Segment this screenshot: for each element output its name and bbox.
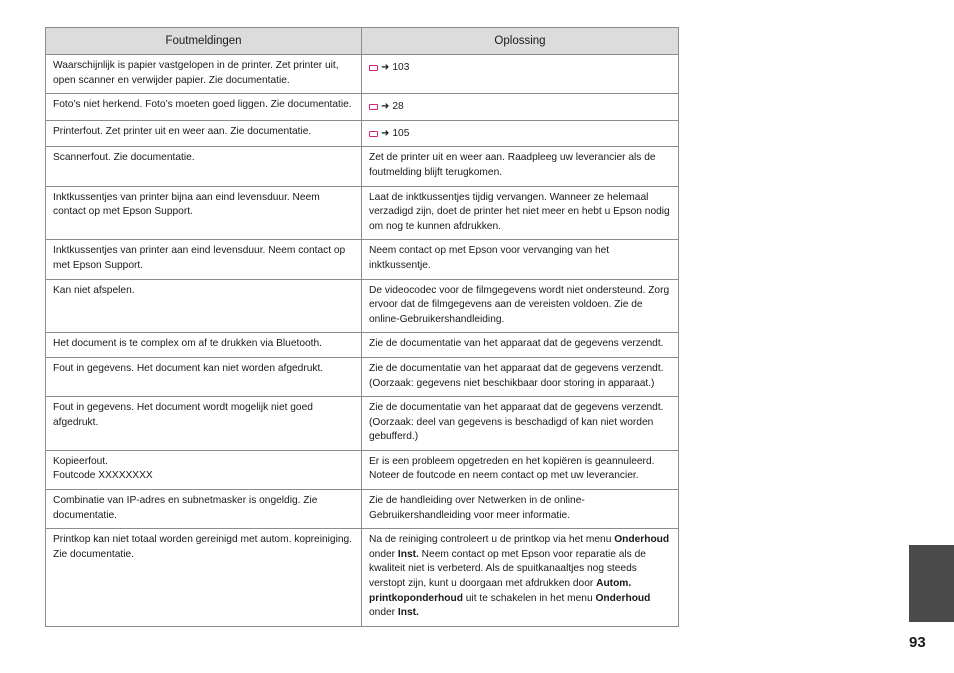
arrow-right-icon: ➜ — [381, 62, 390, 74]
error-cell: Foto’s niet herkend. Foto’s moeten goed liggen. Zie documentatie. — [46, 94, 362, 121]
table-row — [46, 529, 679, 627]
menu-name: Onderhoud — [595, 592, 651, 604]
table-row — [46, 397, 679, 451]
table-row — [46, 357, 679, 396]
book-icon — [369, 104, 378, 110]
setting-name: Autom. printkoponderhoud — [369, 578, 632, 604]
header-error-messages: Foutmeldingen — [46, 28, 362, 55]
error-cell: Het document is te complex om af te drukken via Bluetooth. — [46, 333, 362, 358]
solution-cell: Zie de documentatie van het apparaat dat de gegevens verzendt. — [362, 333, 679, 358]
error-code-line: Foutcode XXXXXXXX — [53, 470, 153, 482]
menu-name: Inst. — [397, 548, 419, 560]
error-cell: Kan niet afspelen. — [46, 279, 362, 333]
table-row — [46, 279, 679, 333]
solution-cell: Zie de handleiding over Netwerken in de online-Gebruikershandleiding voor meer informatie. — [362, 490, 679, 529]
error-cell: Combinatie van IP-adres en subnetmasker is ongeldig. Zie documentatie. — [46, 490, 362, 529]
table-row — [46, 94, 679, 121]
solution-cell — [362, 529, 679, 627]
error-line: Kopieerfout. — [53, 455, 108, 467]
solution-cell: Zet de printer uit en weer aan. Raadpleeg uw leverancier als de foutmelding blijft terugkomen. — [362, 147, 679, 186]
error-cell: Inktkussentjes van printer bijna aan eind levensduur. Neem contact op met Epson Support. — [46, 186, 362, 240]
chapter-tab — [909, 545, 954, 622]
error-cell: Printerfout. Zet printer uit en weer aan. Zie documentatie. — [46, 120, 362, 147]
error-cell: Printkop kan niet totaal worden gereinigd met autom. kopreiniging. Zie documentatie. — [46, 529, 362, 627]
menu-name: Inst. — [397, 607, 419, 619]
solution-cell: De videocodec voor de filmgegevens wordt niet ondersteund. Zorg ervoor dat de filmgegevens aan de vereisten voldoen. Zie de online-Gebruikershandleiding. — [362, 279, 679, 333]
table-row — [46, 450, 679, 489]
solution-part: onder — [369, 548, 398, 560]
table-row — [46, 333, 679, 358]
arrow-right-icon: ➜ — [381, 101, 390, 113]
table-row — [46, 55, 679, 94]
solution-cell: Neem contact op met Epson voor vervanging van het inktkussentje. — [362, 240, 679, 279]
table-row — [46, 490, 679, 529]
error-cell: Waarschijnlijk is papier vastgelopen in de printer. Zet printer uit, open scanner en verwijder papier. Zie documentatie. — [46, 55, 362, 94]
solution-part: onder — [369, 607, 398, 619]
solution-part: Na de reiniging controleert u de printkop via het menu — [369, 534, 615, 546]
page-reference — [369, 125, 672, 142]
page-reference-number: 105 — [392, 127, 410, 139]
table-row — [46, 186, 679, 240]
error-cell: Inktkussentjes van printer aan eind levensduur. Neem contact op met Epson Support. — [46, 240, 362, 279]
error-messages-table — [45, 27, 679, 627]
error-cell — [46, 450, 362, 489]
page-reference-number: 103 — [392, 62, 410, 73]
solution-cell — [362, 120, 679, 147]
page-reference — [369, 98, 672, 115]
page-number: 93 — [909, 634, 926, 651]
book-icon — [369, 65, 378, 71]
solution-cell — [362, 55, 679, 94]
solution-part: uit te schakelen in het menu — [462, 592, 596, 604]
table-row — [46, 147, 679, 186]
solution-cell: Laat de inktkussentjes tijdig vervangen. Wanneer ze helemaal verzadigd zijn, doet de printer het niet meer en hebt u Epson nodig om nog te kunnen afdrukken. — [362, 186, 679, 240]
table-row — [46, 120, 679, 147]
table-header-row — [46, 28, 679, 55]
solution-part: Neem contact op met Epson voor reparatie als de kwaliteit niet is verbeterd. Als de spuitkanaaltjes nog steeds verstopt zijn, kunt u doorgaan met afdrukken door — [369, 548, 646, 590]
error-cell: Fout in gegevens. Het document kan niet worden afgedrukt. — [46, 357, 362, 396]
book-icon — [369, 131, 378, 137]
solution-cell — [362, 94, 679, 121]
table-row — [46, 240, 679, 279]
arrow-right-icon: ➜ — [381, 128, 390, 140]
error-cell: Fout in gegevens. Het document wordt mogelijk niet goed afgedrukt. — [46, 397, 362, 451]
header-solution: Oplossing — [362, 28, 679, 55]
menu-name: Onderhoud — [614, 534, 670, 546]
solution-cell: Zie de documentatie van het apparaat dat de gegevens verzendt. (Oorzaak: gegevens niet beschikbaar door storing in apparaat.) — [362, 357, 679, 396]
solution-cell: Zie de documentatie van het apparaat dat de gegevens verzendt. (Oorzaak: deel van gegevens is beschadigd of kan niet worden gebufferd.) — [362, 397, 679, 451]
page-reference-number: 28 — [392, 101, 404, 113]
solution-cell: Er is een probleem opgetreden en het kopiëren is geannuleerd. Noteer de foutcode en neem contact op met uw leverancier. — [362, 450, 679, 489]
error-cell: Scannerfout. Zie documentatie. — [46, 147, 362, 186]
page-reference — [369, 59, 672, 76]
